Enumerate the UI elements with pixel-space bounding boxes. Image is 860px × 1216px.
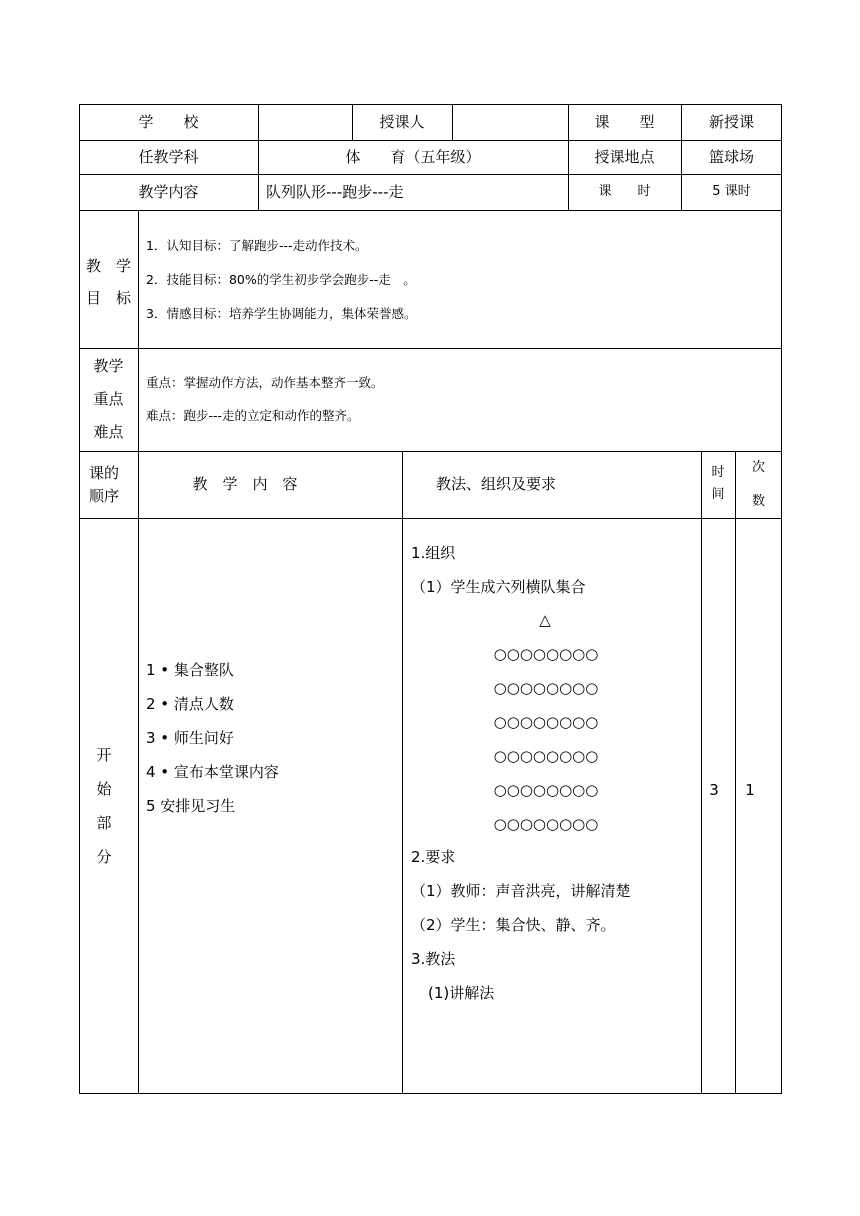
req-item: （2）学生：集合快、静、齐。 (411, 916, 616, 934)
time-header-2: 间 (711, 487, 725, 502)
formation-row: ○○○○○○○○ (493, 679, 599, 697)
hours-value: 5 课时 (712, 184, 751, 199)
req-item: （1）教师：声音洪亮，讲解清楚 (411, 882, 631, 900)
objective-item: 3．情感目标：培养学生协调能力，集体荣誉感。 (146, 306, 417, 321)
subject-label: 任教学科 (138, 148, 199, 166)
section-count: 1 (745, 781, 755, 799)
section-order-char: 始 (96, 780, 112, 798)
org-item: （1）学生成六列横队集合 (411, 578, 586, 596)
method-header: 教法、组织及要求 (436, 475, 557, 493)
content-header: 教 学 内 容 (192, 475, 298, 493)
content-value: 队列队形---跑步---走 (266, 183, 404, 201)
objective-item: 1．认知目标：了解跑步---走动作技术。 (146, 238, 368, 253)
row-divider (79, 174, 782, 175)
keypoints-label-2: 重点 (93, 390, 124, 408)
order-header-1: 课的 (88, 464, 119, 482)
content-item: 3 • 师生问好 (146, 729, 234, 747)
col-divider (452, 104, 453, 140)
objectives-label-1: 教 学 (85, 257, 131, 275)
content-item: 4 • 宣布本堂课内容 (146, 763, 279, 781)
keypoints-label-1: 教学 (93, 357, 124, 375)
formation-row: ○○○○○○○○ (493, 747, 599, 765)
content-item: 5 安排见习生 (146, 797, 236, 815)
time-header-1: 时 (711, 465, 725, 480)
difficulty-text: 难点：跑步---走的立定和动作的整齐。 (146, 408, 360, 423)
row-divider (79, 210, 782, 211)
key-point-text: 重点：掌握动作方法，动作基本整齐一致。 (146, 375, 384, 390)
subject-value: 体 育（五年级） (345, 148, 481, 166)
lesson-type-label: 课 型 (594, 113, 655, 131)
section-time: 3 (709, 781, 719, 799)
req-title: 2.要求 (411, 848, 456, 866)
content-item: 2 • 清点人数 (146, 695, 234, 713)
row-divider (79, 140, 782, 141)
count-header-1: 次 (751, 460, 765, 475)
org-title: 1.组织 (411, 544, 456, 562)
teach-title: 3.教法 (411, 950, 456, 968)
lesson-type-value: 新授课 (708, 113, 754, 131)
formation-row: ○○○○○○○○ (493, 645, 599, 663)
formation-row: ○○○○○○○○ (493, 713, 599, 731)
row-divider (79, 451, 782, 452)
formation-row: ○○○○○○○○ (493, 815, 599, 833)
school-label: 学 校 (138, 113, 199, 131)
content-label: 教学内容 (138, 183, 199, 201)
formation-row: ○○○○○○○○ (493, 781, 599, 799)
section-order-char: 开 (96, 746, 112, 764)
count-header-2: 数 (751, 494, 765, 509)
hours-label: 课 时 (598, 184, 651, 199)
teach-item: (1)讲解法 (428, 984, 495, 1002)
col-divider (138, 210, 139, 1094)
objectives-label-2: 目 标 (85, 289, 131, 307)
col-divider (735, 451, 736, 1094)
section-order-char: 分 (96, 848, 112, 866)
location-label: 授课地点 (594, 148, 655, 166)
section-order-char: 部 (96, 814, 112, 832)
row-divider (79, 518, 782, 519)
location-value: 篮球场 (708, 148, 754, 166)
objective-item: 2．技能目标：80%的学生初步学会跑步--走 。 (146, 272, 416, 287)
keypoints-label-3: 难点 (93, 423, 124, 441)
row-divider (79, 348, 782, 349)
content-item: 1 • 集合整队 (146, 661, 234, 679)
teacher-label: 授课人 (379, 113, 425, 131)
col-divider (402, 451, 403, 1094)
teacher-position-symbol: △ (539, 611, 551, 629)
col-divider (701, 451, 702, 1094)
order-header-2: 顺序 (88, 487, 119, 505)
